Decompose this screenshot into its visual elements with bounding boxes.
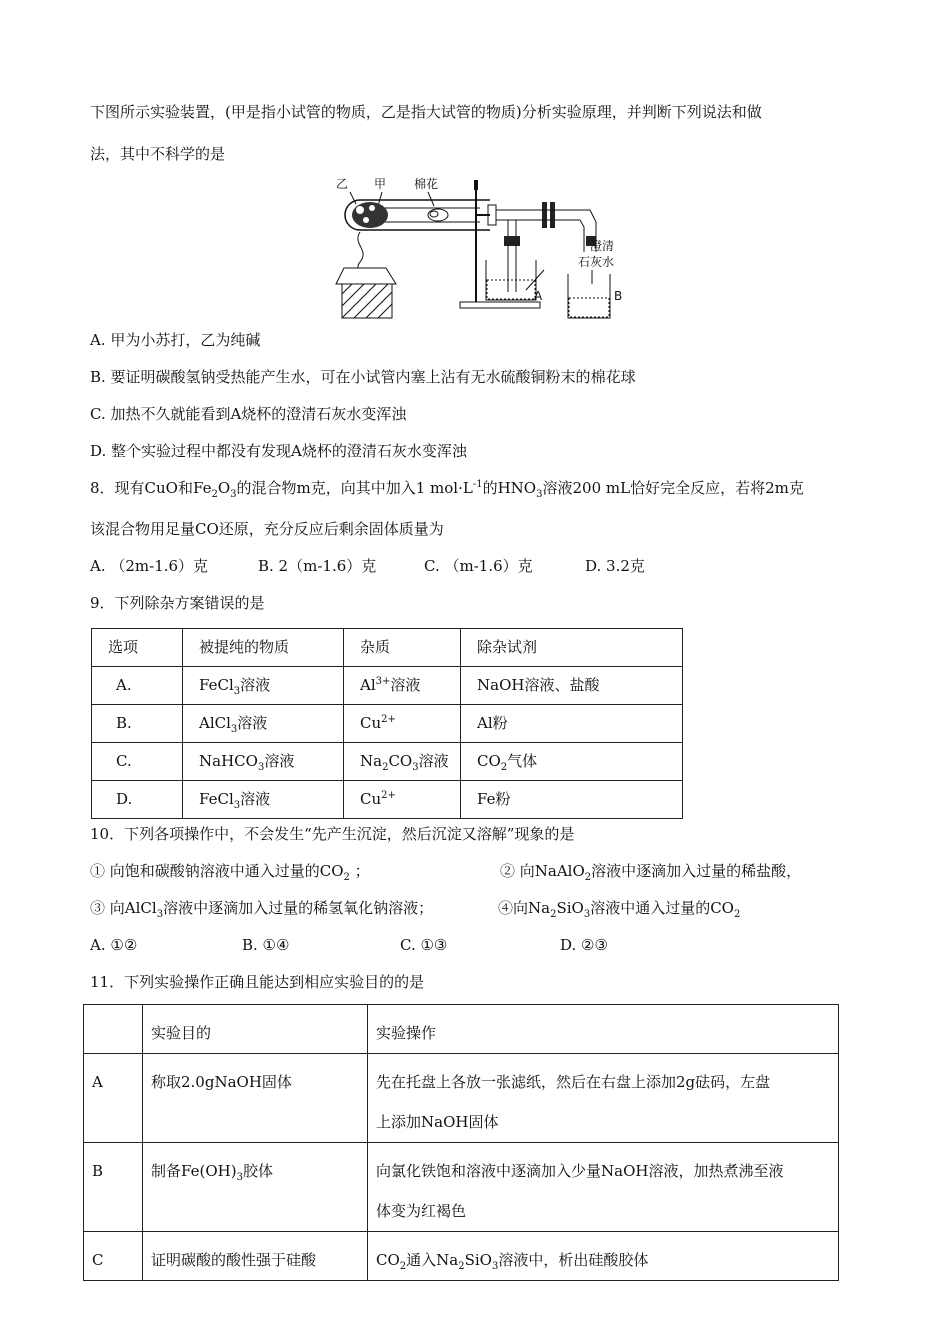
q11-cell-operation: 向氯化铁饱和溶液中逐滴加入少量NaOH溶液，加热煮沸至液 体变为红褐色 <box>368 1143 839 1232</box>
fig-option-a: A. 甲为小苏打，乙为纯碱 <box>90 331 261 349</box>
q9-cell-substance: AlCl$_3$溶液 <box>183 705 344 743</box>
q10-item-3: ③ 向AlCl$_3$溶液中逐滴加入过量的稀氢氧化钠溶液； <box>90 899 434 920</box>
q11-cell-goal: 证明碳酸的酸性强于硅酸 <box>143 1232 368 1281</box>
q10-option-d: D. ②③ <box>560 936 608 954</box>
q9-cell-substance: FeCl$_3$溶液 <box>183 781 344 819</box>
q10-item-4: ④向$Na_2SiO_3$溶液中通入过量的$CO_2$ <box>498 899 741 920</box>
intro-line-2: 法，其中不科学的是 <box>90 145 226 163</box>
q9-cell-reagent: Al粉 <box>461 705 683 743</box>
fig-option-d: D. 整个实验过程中都没有发现A烧杯的澄清石灰水变浑浊 <box>90 442 467 460</box>
q11-cell-goal: 制备$Fe(OH)_3$胶体 <box>143 1143 368 1232</box>
q11-header-goal: 实验目的 <box>143 1005 368 1054</box>
table-row <box>92 667 683 705</box>
label-chengqing: 澄清 <box>590 239 615 253</box>
q11-table <box>83 1004 839 1281</box>
table-row <box>84 1232 839 1281</box>
q11-cell-operation: $CO_2$通入$Na_2SiO_3$溶液中，析出硅酸胶体 <box>368 1232 839 1281</box>
q9-cell-option: C. <box>92 743 183 781</box>
label-b: B <box>614 289 623 303</box>
q9-cell-reagent: NaOH溶液、盐酸 <box>461 667 683 705</box>
label-jia: 甲 <box>374 177 387 191</box>
table-row <box>84 1143 839 1232</box>
q9-cell-reagent: $CO_2$气体 <box>461 743 683 781</box>
q11-title: 11．下列实验操作正确且能达到相应实验目的的是 <box>90 973 425 991</box>
q9-title: 9．下列除杂方案错误的是 <box>90 594 265 612</box>
q8-line-1: 8．现有CuO和$Fe_2O_3$的混合物m克，向其中加入1 $mol\cdot L^{-1}$的$HNO_3$溶液200 mL恰好完全反应，若将2m克 <box>90 479 804 500</box>
q11-header-operation: 实验操作 <box>368 1005 839 1054</box>
table-row <box>84 1054 839 1143</box>
q10-option-a: A. ①② <box>90 936 138 954</box>
q11-cell-option: C <box>84 1232 143 1281</box>
q8-option-b: B. 2（m-1.6）克 <box>258 557 377 575</box>
q8-option-d: D. 3.2克 <box>585 557 645 575</box>
q10-option-c: C. ①③ <box>400 936 448 954</box>
table-row <box>84 1005 839 1054</box>
q11-cell-option: A <box>84 1054 143 1143</box>
q10-item-2: ② 向NaAlO$_2$溶液中逐滴加入过量的稀盐酸， <box>500 862 802 883</box>
q9-cell-substance: NaHCO$_3$溶液 <box>183 743 344 781</box>
q9-cell-option: D. <box>92 781 183 819</box>
q11-header-option <box>84 1005 143 1054</box>
q9-cell-option: A. <box>92 667 183 705</box>
apparatus-figure <box>330 172 630 322</box>
q9-cell-impurity: $Al^{3+}$溶液 <box>344 667 461 705</box>
q9-cell-impurity: $Cu^{2+}$ <box>344 705 461 743</box>
q11-cell-option: B <box>84 1143 143 1232</box>
q11-cell-goal: 称取2.0gNaOH固体 <box>143 1054 368 1143</box>
label-shihuishui: 石灰水 <box>578 255 615 269</box>
q8-line-2: 该混合物用足量CO还原，充分反应后剩余固体质量为 <box>90 520 444 538</box>
q11-cell-operation: 先在托盘上各放一张滤纸，然后在右盘上添加2g砝码，左盘 上添加NaOH固体 <box>368 1054 839 1143</box>
label-a: A <box>534 289 543 303</box>
q9-cell-reagent: Fe粉 <box>461 781 683 819</box>
q9-header-substance: 被提纯的物质 <box>183 629 344 667</box>
q10-item-1: ① 向饱和碳酸钠溶液中通入过量的$CO_2$ ； <box>90 862 370 883</box>
table-row <box>92 629 683 667</box>
intro-line-1: 下图所示实验装置，(甲是指小试管的物质，乙是指大试管的物质)分析实验原理，并判断下列说法和做 <box>90 103 762 121</box>
q10-title: 10．下列各项操作中，不会发生“先产生沉淀，然后沉淀又溶解”现象的是 <box>90 825 575 843</box>
q8-option-c: C. （m-1.6）克 <box>424 557 533 575</box>
table-row <box>92 705 683 743</box>
q9-cell-impurity: $Na_2CO_3$溶液 <box>344 743 461 781</box>
q9-table <box>91 628 683 819</box>
fig-option-b: B. 要证明碳酸氢钠受热能产生水，可在小试管内塞上沾有无水硫酸铜粉末的棉花球 <box>90 368 636 386</box>
q9-header-impurity: 杂质 <box>344 629 461 667</box>
table-row <box>92 743 683 781</box>
label-mianhua: 棉花 <box>414 177 439 191</box>
q9-header-option: 选项 <box>92 629 183 667</box>
table-row <box>92 781 683 819</box>
q9-cell-impurity: $Cu^{2+}$ <box>344 781 461 819</box>
q9-cell-substance: FeCl$_3$溶液 <box>183 667 344 705</box>
q9-header-reagent: 除杂试剂 <box>461 629 683 667</box>
label-yi: 乙 <box>336 177 349 191</box>
q8-option-a: A. （2m-1.6）克 <box>90 557 209 575</box>
q9-cell-option: B. <box>92 705 183 743</box>
q10-option-b: B. ①④ <box>242 936 290 954</box>
fig-option-c: C. 加热不久就能看到A烧杯的澄清石灰水变浑浊 <box>90 405 407 423</box>
